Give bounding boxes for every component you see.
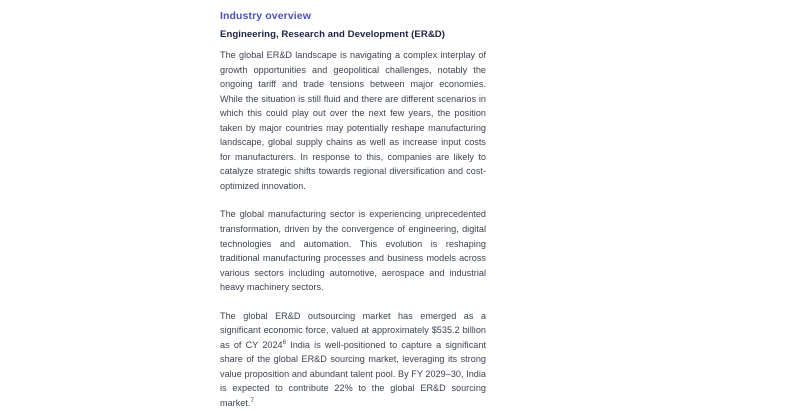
section-heading: Industry overview — [220, 10, 311, 22]
body-paragraph-3 — [220, 309, 486, 411]
footnote-reference-7[interactable]: 7 — [250, 398, 254, 404]
footnote-reference-6[interactable]: 6 — [282, 339, 286, 346]
paragraph-3-text-part-2: India is well-positioned to capture a significant share of the global ER&D sourcing market, leveraging its strong value proposition and abundant talent pool. By FY 2029–30, India is expected to contribute 22% to the global ER&D sourcing market. — [220, 339, 486, 409]
sub-heading: Engineering, Research and Development (ER&D) — [220, 29, 446, 40]
body-paragraph-2: The global manufacturing sector is experiencing unprecedented transformation, driven by the convergence of engineering, digital technologies and automation. This evolution is reshaping traditional manufacturing processes and business models across various sectors including automotive, aerospace and industrial heavy machinery sectors. — [220, 209, 486, 293]
body-paragraph-1: The global ER&D landscape is navigating a complex interplay of growth opportunities and geopolitical challenges, notably the ongoing tariff and trade tensions between major economies. While the situation is still fluid and there are different scenarios in which this could play out over the next few years, the position taken by major countries may potentially reshape manufacturing landscape, global supply chains as well as increase input costs for manufacturers. In response to this, companies are likely to catalyze strategic shifts towards regional diversification and cost-optimized innovation. — [220, 50, 486, 191]
text-column — [220, 9, 486, 411]
paragraph-3-text-part-1: The global ER&D outsourcing market has emerged as a significant economic force, valued at approximately $535.2 billion as of CY 2024 — [220, 310, 486, 350]
